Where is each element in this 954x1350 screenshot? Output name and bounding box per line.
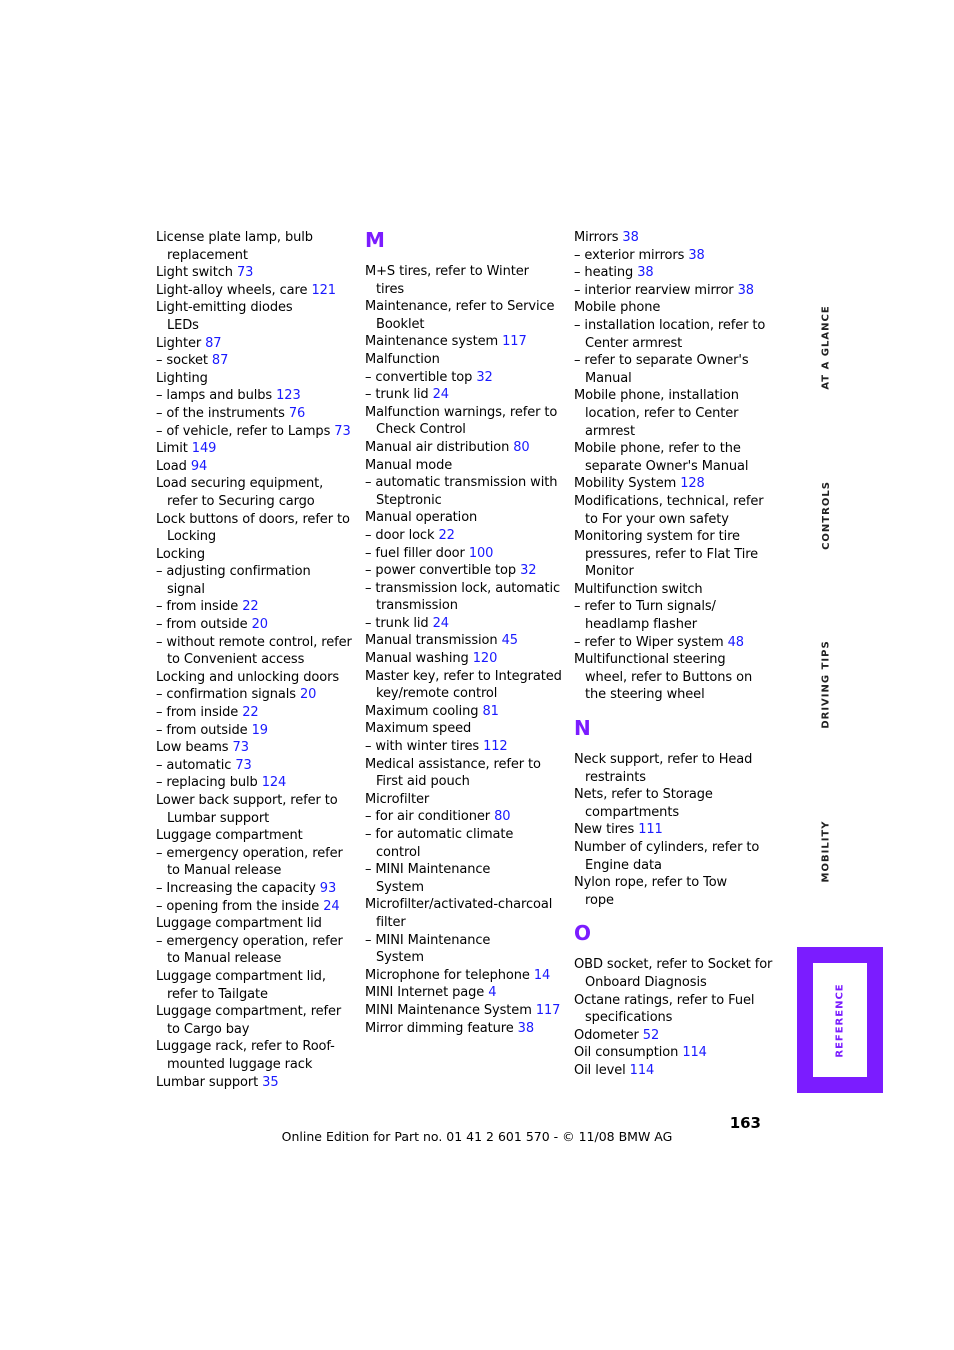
index-entry-continuation: Center armrest: [585, 335, 683, 351]
index-page-link[interactable]: 76: [288, 405, 306, 421]
index-entry-term: Manual mode: [365, 457, 453, 473]
index-entry-term: Locking and unlocking doors: [156, 669, 340, 685]
index-entry: [365, 861, 565, 896]
index-page-link[interactable]: 22: [438, 527, 455, 543]
index-entry: [156, 229, 356, 264]
index-entry-term: – without remote control, refer: [156, 634, 352, 650]
index-page-link[interactable]: 19: [251, 722, 268, 738]
index-entry: [574, 299, 774, 317]
index-entry-continuation: Monitor: [585, 564, 634, 580]
index-entry: [156, 739, 356, 757]
index-entry-term: Mirrors: [574, 230, 619, 245]
index-entry: [365, 580, 565, 615]
index-entry: [156, 1003, 356, 1038]
index-entry: [365, 509, 565, 527]
index-entry-continuation: to Cargo bay: [167, 1021, 250, 1037]
index-entry-term: MINI Maintenance System: [365, 1002, 532, 1018]
index-entry-continuation: specifications: [585, 1010, 673, 1026]
index-entry-term: – transmission lock, automatic: [365, 580, 561, 596]
index-entry: [156, 458, 356, 476]
index-page-link[interactable]: 38: [517, 1020, 534, 1036]
index-letter-heading: M: [365, 228, 385, 252]
index-page-link[interactable]: 100: [468, 545, 494, 561]
tab-controls[interactable]: [806, 480, 846, 550]
index-page-link[interactable]: 14: [533, 967, 551, 983]
index-entry-continuation: Booklet: [376, 316, 425, 332]
index-entry-term: Mobility System: [574, 476, 677, 492]
index-entry-term: – interior rearview mirror: [574, 282, 734, 298]
index-entry: [156, 335, 356, 353]
index-entry: [365, 474, 565, 509]
index-page-link[interactable]: 24: [432, 615, 449, 631]
tab-driving-tips-label: DRIVING TIPS: [820, 639, 832, 729]
index-page-link[interactable]: 128: [680, 476, 705, 492]
index-entry: [574, 634, 774, 652]
index-entry: [156, 686, 356, 704]
index-page-link[interactable]: 123: [276, 388, 301, 404]
index-page-link[interactable]: 117: [502, 334, 527, 350]
index-entry-term: – replacing bulb: [156, 775, 258, 791]
index-entry-term: Manual washing: [365, 651, 469, 667]
index-entry-term: Medical assistance, refer to: [365, 756, 541, 772]
index-entry-term: M+S tires, refer to Winter: [365, 264, 529, 279]
index-entry-term: Microfilter: [365, 791, 430, 807]
index-entry: [574, 786, 774, 821]
index-entry-term: MINI Internet page: [365, 985, 485, 1001]
index-entry: [365, 1020, 565, 1038]
index-entry: [156, 757, 356, 775]
index-entry-term: – from outside: [156, 722, 248, 738]
index-page-link[interactable]: 149: [191, 441, 217, 457]
index-entry: [574, 992, 774, 1027]
index-entry-term: Luggage compartment, refer: [156, 1004, 342, 1020]
index-entry-term: – MINI Maintenance: [365, 862, 491, 878]
index-page-link[interactable]: 124: [261, 775, 287, 791]
index-entry-term: Number of cylinders, refer to: [574, 840, 760, 855]
index-entry: [156, 440, 356, 458]
index-entry-term: – refer to separate Owner's: [574, 353, 749, 369]
index-entry: [365, 668, 565, 703]
index-entry-continuation: control: [376, 844, 421, 860]
index-entry-term: Monitoring system for tire: [574, 529, 740, 545]
index-entry-term: Oil level: [574, 1062, 626, 1078]
index-entry-term: OBD socket, refer to Socket for: [574, 957, 773, 973]
index-entry-term: – trunk lid: [365, 615, 429, 631]
index-page-link[interactable]: 121: [311, 282, 336, 298]
index-entry-continuation: to For your own safety: [585, 511, 729, 527]
index-entry: [365, 632, 565, 650]
index-entry: [156, 1074, 356, 1092]
index-entry-term: Mobile phone: [574, 300, 661, 316]
index-entry-term: Mirror dimming feature: [365, 1020, 514, 1036]
index-entry-term: Load securing equipment,: [156, 476, 324, 492]
index-page-link[interactable]: 38: [637, 265, 654, 281]
index-entry-continuation: signal: [167, 581, 205, 597]
index-page-link[interactable]: 94: [190, 458, 208, 474]
index-letter-heading: O: [574, 921, 592, 946]
index-entry-continuation: mounted luggage rack: [167, 1056, 313, 1072]
index-page-link[interactable]: 38: [622, 230, 639, 245]
index-entry-term: Maintenance, refer to Service: [365, 299, 555, 315]
index-entry-continuation: filter: [376, 914, 406, 930]
index-column-right: [574, 229, 774, 1080]
index-entry-term: – lamps and bulbs: [156, 388, 273, 404]
index-entry: [574, 598, 774, 633]
index-page-link[interactable]: 52: [642, 1027, 660, 1043]
index-entry: [365, 896, 565, 931]
index-column-middle: [365, 229, 565, 1037]
index-page-link[interactable]: 22: [242, 599, 259, 615]
tab-controls-label: CONTROLS: [820, 480, 832, 550]
index-entry-term: Luggage compartment: [156, 828, 303, 844]
page-number: 163: [729, 1114, 761, 1132]
index-entry-continuation: Check Control: [376, 422, 466, 438]
index-entry: [156, 282, 356, 300]
index-entry-term: – heating: [574, 265, 634, 281]
index-entry-term: – power convertible top: [365, 563, 517, 579]
index-entry-term: Mobile phone, refer to the: [574, 441, 741, 457]
index-entry: [574, 1027, 774, 1045]
index-entry: [574, 317, 774, 352]
index-entry-term: Oil consumption: [574, 1045, 679, 1061]
index-entry-continuation: restraints: [585, 769, 646, 785]
index-entry-continuation: key/remote control: [376, 686, 498, 702]
index-page-link[interactable]: 48: [727, 634, 744, 650]
index-entry-term: Microphone for telephone: [365, 967, 530, 983]
index-entry: [156, 845, 356, 880]
index-entry-continuation: Onboard Diagnosis: [585, 974, 707, 990]
index-letter-heading: N: [574, 716, 591, 741]
index-entry-term: Maintenance system: [365, 334, 499, 350]
index-entry-term: Lighter: [156, 335, 202, 351]
index-entry: [156, 370, 356, 388]
index-entry: [365, 967, 565, 985]
index-entry: [574, 874, 774, 909]
index-entry-term: – opening from the inside: [156, 898, 320, 914]
index-entry-term: – trunk lid: [365, 387, 429, 403]
index-entry: [365, 720, 565, 738]
index-entry-continuation: tires: [376, 281, 405, 297]
index-page-link[interactable]: 20: [300, 687, 317, 703]
index-entry: [156, 915, 356, 933]
index-page-link[interactable]: 80: [513, 439, 530, 455]
index-entry-term: – for air conditioner: [365, 809, 491, 825]
tab-driving-tips[interactable]: [806, 639, 846, 729]
index-entry: [574, 581, 774, 599]
index-page-link[interactable]: 45: [501, 633, 518, 649]
index-entry-continuation: the steering wheel: [585, 687, 705, 703]
tab-reference-active[interactable]: [797, 947, 883, 1093]
index-entry-term: – emergency operation, refer: [156, 845, 343, 861]
index-entry-continuation: Manual: [585, 370, 632, 386]
index-entry: [574, 651, 774, 704]
index-entry-term: – from outside: [156, 617, 248, 633]
index-entry: [365, 562, 565, 580]
index-entry: [156, 299, 356, 334]
index-entry-term: Malfunction: [365, 351, 440, 367]
index-entry: [156, 423, 356, 441]
index-entry: [156, 634, 356, 669]
index-entry: [574, 475, 774, 493]
index-entry-term: – installation location, refer to: [574, 317, 766, 333]
index-entry-continuation: Engine data: [585, 857, 662, 873]
index-entry-term: Maximum speed: [365, 721, 472, 737]
index-page-link[interactable]: 73: [235, 757, 252, 773]
index-entry: [156, 616, 356, 634]
index-entry: [156, 598, 356, 616]
index-entry: [365, 650, 565, 668]
index-entry-continuation: Locking: [167, 529, 217, 545]
index-entry: [156, 264, 356, 282]
index-entry-term: Manual air distribution: [365, 439, 510, 455]
index-entry: [365, 984, 565, 1002]
index-entry-term: – automatic: [156, 757, 232, 773]
index-entry: [156, 387, 356, 405]
index-entry-term: – confirmation signals: [156, 687, 296, 703]
index-entry-term: – refer to Turn signals/: [574, 599, 716, 615]
index-page-link[interactable]: 112: [483, 739, 508, 755]
index-entry: [365, 527, 565, 545]
index-entry: [365, 457, 565, 475]
index-entry-term: Locking: [156, 546, 206, 562]
index-entry: [156, 792, 356, 827]
index-page-link[interactable]: 73: [236, 265, 254, 281]
index-entry: [156, 511, 356, 546]
index-entry: [365, 386, 565, 404]
index-entry-term: – socket: [156, 353, 208, 369]
index-entry-term: License plate lamp, bulb: [156, 230, 313, 245]
index-entry: [574, 352, 774, 387]
index-entry-term: Lumbar support: [156, 1074, 259, 1090]
index-entry: [365, 439, 565, 457]
index-page-link[interactable]: 4: [488, 985, 497, 1001]
index-entry: [365, 351, 565, 369]
index-entry: [574, 821, 774, 839]
index-entry-term: Low beams: [156, 740, 229, 756]
index-entry-term: Odometer: [574, 1027, 639, 1043]
index-page-link[interactable]: 114: [682, 1045, 707, 1061]
index-entry: [365, 404, 565, 439]
index-entry-term: – from inside: [156, 599, 239, 615]
index-entry-continuation: to Manual release: [167, 863, 282, 879]
index-page-link[interactable]: 24: [323, 898, 340, 914]
index-entry: [156, 774, 356, 792]
index-entry: [365, 545, 565, 563]
index-entry-term: – automatic transmission with: [365, 475, 558, 491]
index-entry-term: – with winter tires: [365, 739, 480, 755]
index-entry: [574, 1044, 774, 1062]
tab-mobility-label: MOBILITY: [820, 820, 832, 882]
index-entry-term: Mobile phone, installation: [574, 388, 739, 404]
index-page-link[interactable]: 35: [262, 1074, 279, 1090]
index-entry-term: Master key, refer to Integrated: [365, 668, 562, 684]
index-entry-term: Nylon rope, refer to Tow: [574, 875, 728, 891]
index-entry: [365, 826, 565, 861]
index-entry-continuation: separate Owner's Manual: [585, 458, 749, 474]
index-entry-term: – exterior mirrors: [574, 247, 685, 263]
index-entry-term: – door lock: [365, 527, 435, 543]
index-page-link[interactable]: 80: [494, 809, 511, 825]
index-page-link[interactable]: 114: [629, 1062, 655, 1078]
index-entry-term: – refer to Wiper system: [574, 634, 724, 650]
index-entry: [574, 229, 774, 247]
index-entry: [365, 333, 565, 351]
index-entry-term: Luggage compartment lid: [156, 916, 322, 932]
index-page-link[interactable]: 87: [211, 353, 229, 369]
index-page-link[interactable]: 32: [476, 369, 493, 385]
index-column-left: [156, 229, 356, 1091]
index-entry-term: Manual operation: [365, 510, 478, 526]
index-entry-term: – of vehicle, refer to Lamps: [156, 423, 331, 439]
index-entry-continuation: Lumbar support: [167, 810, 270, 826]
index-entry: [156, 1038, 356, 1073]
index-entry: [574, 956, 774, 991]
index-entry-term: Luggage rack, refer to Roof-: [156, 1039, 335, 1055]
index-entry-term: – MINI Maintenance: [365, 932, 491, 948]
index-entry: [574, 247, 774, 265]
index-page-link[interactable]: 24: [432, 387, 449, 403]
index-entry-term: Malfunction warnings, refer to: [365, 404, 558, 420]
index-page-link[interactable]: 73: [232, 740, 249, 756]
index-entry-continuation: rope: [585, 892, 614, 908]
index-entry-continuation: First aid pouch: [376, 774, 470, 790]
index-entry-term: – fuel filler door: [365, 545, 465, 561]
index-page-link[interactable]: 38: [688, 247, 705, 263]
index-entry-continuation: refer to Tailgate: [167, 986, 268, 1002]
tab-at-a-glance-label: AT A GLANCE: [820, 305, 832, 390]
tab-mobility[interactable]: [806, 820, 846, 882]
index-entry-term: Lower back support, refer to: [156, 793, 338, 808]
index-entry: [156, 475, 356, 510]
index-entry: [156, 898, 356, 916]
index-entry-continuation: to Convenient access: [167, 652, 305, 668]
index-entry-term: Microfilter/activated-charcoal: [365, 897, 553, 913]
index-entry: [574, 493, 774, 528]
index-page-link[interactable]: 93: [319, 880, 337, 896]
tab-reference-label: REFERENCE: [834, 982, 846, 1058]
index-entry-continuation: headlamp flasher: [585, 617, 697, 633]
index-entry-term: – of the instruments: [156, 405, 285, 421]
index-entry-continuation: to Manual release: [167, 951, 282, 967]
index-entry-continuation: Steptronic: [376, 492, 442, 508]
index-entry-continuation: replacement: [167, 247, 248, 263]
index-entry: [156, 352, 356, 370]
tab-at-a-glance[interactable]: [806, 305, 846, 390]
index-entry-continuation: transmission: [376, 598, 458, 614]
index-page-link[interactable]: 81: [482, 703, 499, 719]
index-entry-term: – adjusting confirmation: [156, 564, 311, 580]
index-entry: [365, 369, 565, 387]
index-entry: [365, 808, 565, 826]
index-entry: [365, 1002, 565, 1020]
index-page-link[interactable]: 20: [251, 617, 268, 633]
index-entry-continuation: System: [376, 950, 424, 966]
index-entry: [365, 738, 565, 756]
index-entry-term: Lighting: [156, 370, 208, 386]
index-entry: [156, 968, 356, 1003]
index-entry-continuation: location, refer to Center: [585, 405, 739, 421]
index-entry-term: Multifunctional steering: [574, 652, 726, 668]
footer-text: Online Edition for Part no. 01 41 2 601 570 - © 11/08 BMW AG: [281, 1129, 673, 1144]
index-entry: [574, 440, 774, 475]
index-entry-continuation: LEDs: [167, 317, 199, 333]
index-entry-term: – convertible top: [365, 369, 473, 385]
index-entry-term: – from inside: [156, 705, 239, 721]
index-page-link[interactable]: 73: [334, 423, 351, 439]
index-entry-term: – for automatic climate: [365, 827, 514, 842]
index-entry: [365, 298, 565, 333]
index-page-link[interactable]: 38: [737, 282, 754, 298]
index-entry-term: New tires: [574, 822, 635, 838]
index-page-link[interactable]: 32: [520, 563, 537, 579]
index-entry-term: Manual transmission: [365, 633, 498, 649]
index-entry: [156, 669, 356, 687]
index-entry: [156, 546, 356, 564]
index-entry-term: – emergency operation, refer: [156, 933, 343, 949]
index-entry-term: Light-alloy wheels, care: [156, 282, 308, 298]
index-entry: [156, 563, 356, 598]
index-page-link[interactable]: 22: [242, 705, 259, 721]
index-entry: [156, 933, 356, 968]
index-entry: [574, 387, 774, 440]
index-entry: [574, 751, 774, 786]
index-entry-term: Modifications, technical, refer: [574, 493, 764, 509]
index-entry: [156, 722, 356, 740]
index-entry-continuation: armrest: [585, 423, 635, 439]
index-entry: [574, 528, 774, 581]
index-entry-term: Light switch: [156, 265, 233, 281]
index-page-link[interactable]: 120: [472, 651, 498, 667]
index-entry-term: Neck support, refer to Head: [574, 752, 753, 768]
index-entry: [365, 756, 565, 791]
index-entry-term: Load: [156, 458, 187, 474]
index-page-link[interactable]: 111: [638, 822, 663, 838]
index-entry: [156, 405, 356, 423]
index-entry-term: Luggage compartment lid,: [156, 968, 326, 984]
index-entry-continuation: compartments: [585, 804, 679, 820]
index-page-link[interactable]: 87: [205, 335, 222, 351]
index-entry-continuation: refer to Securing cargo: [167, 493, 315, 509]
index-entry: [574, 839, 774, 874]
index-entry: [365, 263, 565, 298]
index-entry-term: Nets, refer to Storage: [574, 787, 713, 803]
index-entry-term: – Increasing the capacity: [156, 880, 316, 896]
index-entry-continuation: System: [376, 879, 424, 895]
index-entry-term: Limit: [156, 441, 188, 457]
index-entry-continuation: wheel, refer to Buttons on: [585, 669, 753, 685]
index-entry: [365, 703, 565, 721]
index-entry: [156, 880, 356, 898]
index-entry: [365, 791, 565, 809]
index-entry: [365, 615, 565, 633]
index-entry: [156, 827, 356, 845]
index-entry-term: Lock buttons of doors, refer to: [156, 511, 350, 527]
index-entry-term: Multifunction switch: [574, 581, 703, 597]
index-entry-term: Light-emitting diodes: [156, 300, 293, 316]
index-entry: [574, 264, 774, 282]
index-entry-continuation: pressures, refer to Flat Tire: [585, 546, 759, 562]
tab-reference-inner: [813, 963, 867, 1077]
index-entry-term: Maximum cooling: [365, 703, 479, 719]
index-entry: [574, 1062, 774, 1080]
index-entry: [365, 932, 565, 967]
index-entry: [156, 704, 356, 722]
index-entry-term: Octane ratings, refer to Fuel: [574, 992, 755, 1008]
index-entry: [574, 282, 774, 300]
index-page-link[interactable]: 117: [535, 1002, 561, 1018]
